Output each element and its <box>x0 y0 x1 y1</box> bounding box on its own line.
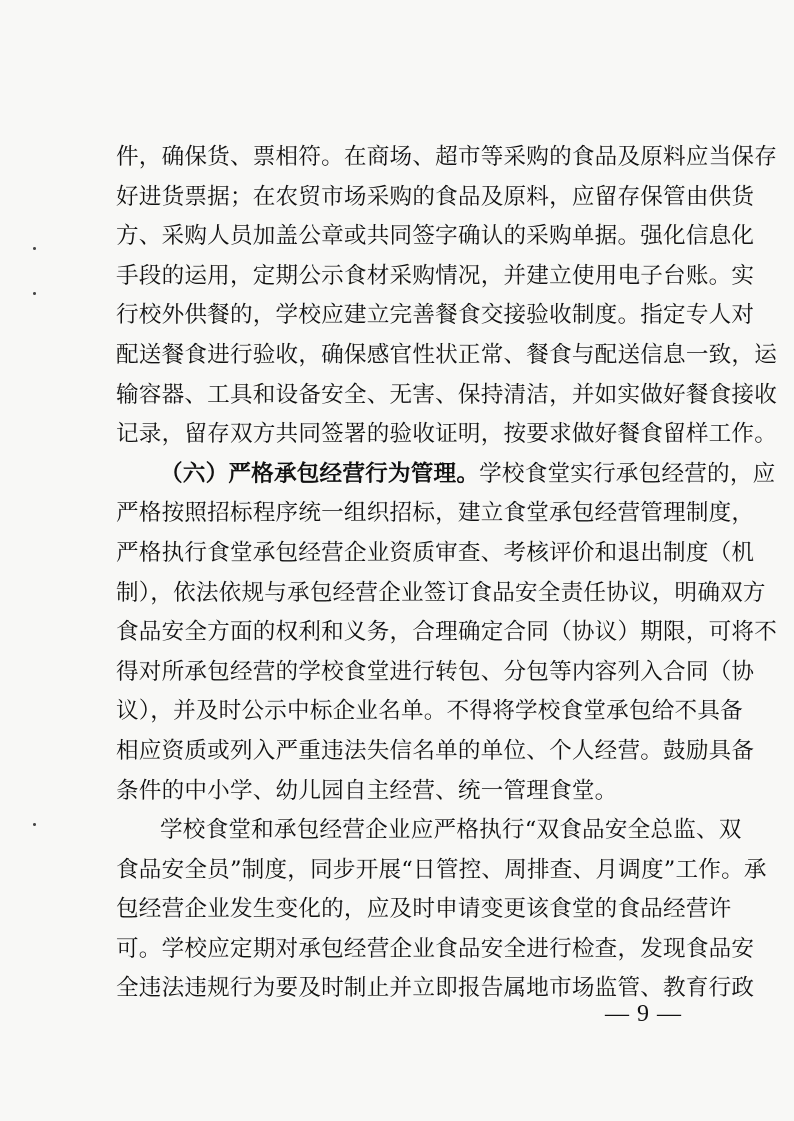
text-line: 配送餐食进行验收，确保感官性状正常、餐食与配送信息一致，运 <box>116 341 778 368</box>
text-line: 食品安全员”制度，同步开展“日管控、周排查、月调度”工作。承 <box>116 856 767 883</box>
document-body <box>116 138 778 1009</box>
text-line: 得对所承包经营的学校食堂进行转包、分包等内容列入合同（协 <box>116 658 755 685</box>
page-number: — 9 — <box>605 1001 682 1027</box>
binding-hole-mark <box>33 247 36 250</box>
text-line: 件，确保货、票相符。在商场、超市等采购的食品及原料应当保存 <box>116 144 778 170</box>
text-line: 包经营企业发生变化的，应及时申请变更该食堂的食品经营许 <box>116 896 732 923</box>
text-line: 手段的运用，定期公示食材采购情况，并建立使用电子台账。实 <box>116 262 755 289</box>
text-line: 学校食堂和承包经营企业应严格执行“双食品安全总监、双 <box>160 817 742 844</box>
paragraph-canteen-supervision <box>116 811 767 1009</box>
text-line: 议），并及时公示中标企业名单。不得将学校食堂承包给不具备 <box>116 698 743 725</box>
binding-hole-mark <box>33 823 36 826</box>
section-heading: （六）严格承包经营行为管理。 <box>160 460 480 487</box>
binding-hole-mark <box>33 292 36 295</box>
paragraph-food-procurement-continued <box>116 138 778 455</box>
text-line: 严格按照招标程序统一组织招标，建立食堂承包经营管理制度， <box>116 500 755 527</box>
text-line: 全违法违规行为要及时制止并立即报告属地市场监管、教育行政 <box>116 975 755 1002</box>
text-line: 可。学校应定期对承包经营企业食品安全进行检查，发现食品安 <box>116 935 755 962</box>
text-line: 好进货票据；在农贸市场采购的食品及原料，应留存保管由供货 <box>116 183 755 210</box>
text-line: 制），依法依规与承包经营企业签订食品安全责任协议，明确双方 <box>116 579 766 606</box>
text-line: 行校外供餐的，学校应建立完善餐食交接验收制度。指定专人对 <box>116 302 755 329</box>
text-line: 输容器、工具和设备安全、无害、保持清洁，并如实做好餐食接收 <box>116 381 778 408</box>
text-line: 方、采购人员加盖公章或共同签字确认的采购单据。强化信息化 <box>116 223 755 250</box>
paragraph-contract-management <box>116 455 778 811</box>
text-line: 相应资质或列入严重违法失信名单的单位、个人经营。鼓励具备 <box>116 737 755 764</box>
text-line: 严格执行食堂承包经营企业资质审查、考核评价和退出制度（机 <box>116 539 755 566</box>
text-line: 食品安全方面的权利和义务，合理确定合同（协议）期限，可将不 <box>116 619 778 646</box>
text-line-rest: 学校食堂实行承包经营的，应 <box>479 460 776 487</box>
text-line: 记录，留存双方共同签署的验收证明，按要求做好餐食留样工作。 <box>116 421 778 448</box>
text-line <box>116 455 776 495</box>
text-line: 条件的中小学、幼儿园自主经营、统一管理食堂。 <box>116 777 618 804</box>
